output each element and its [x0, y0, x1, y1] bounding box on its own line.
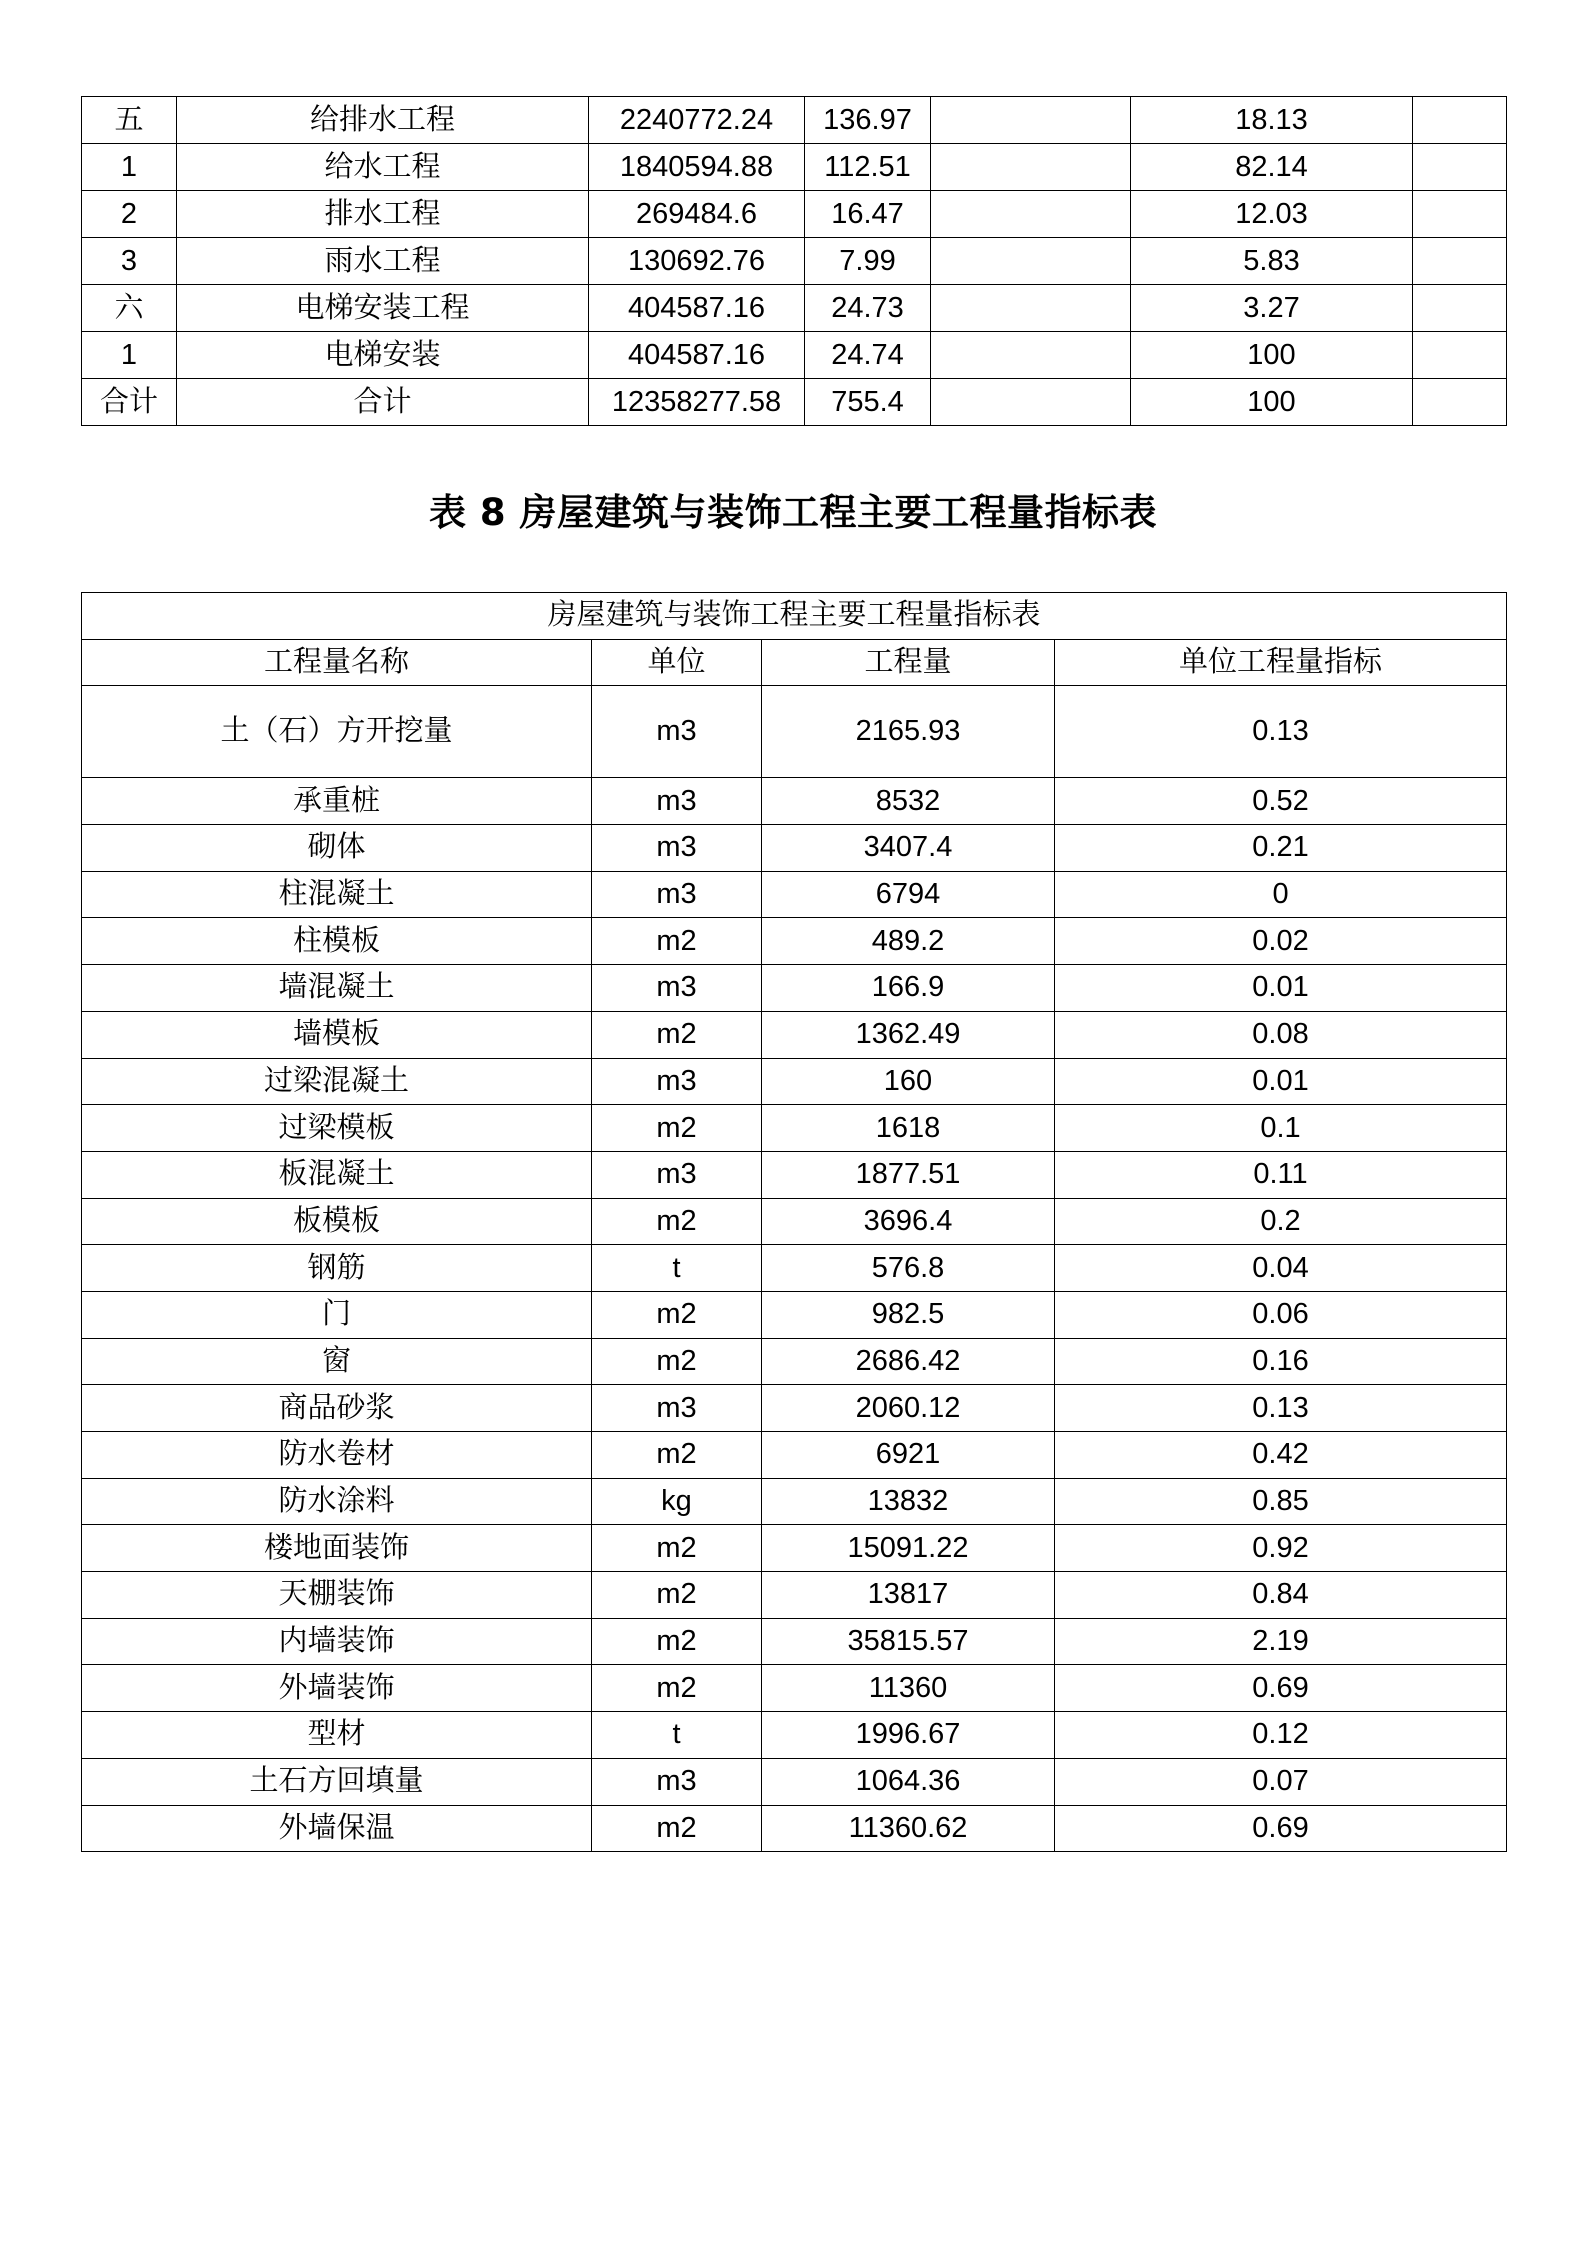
table-cell: 2060.12: [762, 1385, 1055, 1432]
header-cell: 单位工程量指标: [1055, 639, 1507, 686]
table-cell: 0.08: [1055, 1011, 1507, 1058]
table-cell: 柱混凝土: [82, 871, 592, 918]
table-cell: 24.74: [805, 332, 931, 379]
table-cell: 钢筋: [82, 1245, 592, 1292]
table-cell: [1413, 332, 1507, 379]
table-row: [82, 238, 1507, 285]
table-cell: 过梁混凝土: [82, 1058, 592, 1105]
table-row: [82, 191, 1507, 238]
table-cell: [1413, 379, 1507, 426]
table-cell: 0.42: [1055, 1432, 1507, 1479]
table-cell: 0.13: [1055, 1385, 1507, 1432]
table-cell: 0.04: [1055, 1245, 1507, 1292]
table-cell: m2: [592, 1805, 762, 1852]
table-cell: 6921: [762, 1432, 1055, 1479]
table-cell: 136.97: [805, 97, 931, 144]
table-cell: [931, 97, 1131, 144]
table-cell: 0.85: [1055, 1478, 1507, 1525]
table-row: [82, 918, 1507, 965]
table-row: [82, 1151, 1507, 1198]
table-cell: m3: [592, 778, 762, 825]
table-cell: 6794: [762, 871, 1055, 918]
table-cell: m3: [592, 871, 762, 918]
table-cell: 16.47: [805, 191, 931, 238]
table-cell: 电梯安装: [177, 332, 589, 379]
table-cell: 给排水工程: [177, 97, 589, 144]
table-cell: 防水涂料: [82, 1478, 592, 1525]
table-cell: 1: [82, 144, 177, 191]
table-row: [82, 1712, 1507, 1759]
quantity-indicator-table: [81, 592, 1507, 1852]
table-cell: m2: [592, 1432, 762, 1479]
table-cell: 0.01: [1055, 965, 1507, 1012]
table-cell: 11360: [762, 1665, 1055, 1712]
table-cell: 电梯安装工程: [177, 285, 589, 332]
table-cell: 五: [82, 97, 177, 144]
table-row: [82, 1805, 1507, 1852]
table-cell: m2: [592, 1618, 762, 1665]
table-row: [82, 1338, 1507, 1385]
header-cell: 工程量: [762, 639, 1055, 686]
table-cell: 0.01: [1055, 1058, 1507, 1105]
table-cell: 13832: [762, 1478, 1055, 1525]
table-cell: [1413, 144, 1507, 191]
table-row: [82, 1665, 1507, 1712]
table-cell: 0.52: [1055, 778, 1507, 825]
table-cell: m2: [592, 918, 762, 965]
table-cell: 窗: [82, 1338, 592, 1385]
table-cell: 3: [82, 238, 177, 285]
table-cell: 内墙装饰: [82, 1618, 592, 1665]
table-cell: 489.2: [762, 918, 1055, 965]
table-row: [82, 332, 1507, 379]
table-cell: 0.2: [1055, 1198, 1507, 1245]
table-cell: m2: [592, 1291, 762, 1338]
table-cell: [1413, 191, 1507, 238]
table-cell: 0.06: [1055, 1291, 1507, 1338]
table-cell: [931, 379, 1131, 426]
table-cell: m2: [592, 1525, 762, 1572]
table-cell: 755.4: [805, 379, 931, 426]
table-cell: 13817: [762, 1572, 1055, 1619]
table-cell: 404587.16: [589, 285, 805, 332]
table-cell: m2: [592, 1338, 762, 1385]
table-cell: t: [592, 1712, 762, 1759]
table-cell: 1: [82, 332, 177, 379]
table-cell: 板模板: [82, 1198, 592, 1245]
table-cell: m2: [592, 1105, 762, 1152]
table-cell: 商品砂浆: [82, 1385, 592, 1432]
table-cell: 100: [1131, 379, 1413, 426]
table-cell: 合计: [177, 379, 589, 426]
table-cell: m3: [592, 1758, 762, 1805]
table-row: [82, 1525, 1507, 1572]
table-cell: 269484.6: [589, 191, 805, 238]
table-cell: 型材: [82, 1712, 592, 1759]
table-cell: [1413, 238, 1507, 285]
table-caption: 房屋建筑与装饰工程主要工程量指标表: [82, 593, 1507, 640]
table-row: [82, 379, 1507, 426]
table-cell: 墙混凝土: [82, 965, 592, 1012]
table-cell: 82.14: [1131, 144, 1413, 191]
table-cell: 2165.93: [762, 686, 1055, 778]
table-cell: 100: [1131, 332, 1413, 379]
table-cell: 112.51: [805, 144, 931, 191]
table-row: [82, 1432, 1507, 1479]
table-cell: 外墙装饰: [82, 1665, 592, 1712]
table-row: [82, 1245, 1507, 1292]
table-cell: m3: [592, 1151, 762, 1198]
table-cell: 130692.76: [589, 238, 805, 285]
table-cell: 1877.51: [762, 1151, 1055, 1198]
table-cell: [931, 332, 1131, 379]
table-row: [82, 1478, 1507, 1525]
table-row: [82, 1758, 1507, 1805]
table-row: [82, 1198, 1507, 1245]
table-cell: 合计: [82, 379, 177, 426]
table-cell: [931, 191, 1131, 238]
table-caption-row: [82, 593, 1507, 640]
table-row: [82, 1011, 1507, 1058]
table-cell: m3: [592, 1058, 762, 1105]
table-cell: m3: [592, 965, 762, 1012]
table-cell: 柱模板: [82, 918, 592, 965]
table-cell: 防水卷材: [82, 1432, 592, 1479]
table-cell: 楼地面装饰: [82, 1525, 592, 1572]
table-cell: 天棚装饰: [82, 1572, 592, 1619]
table-cell: 过梁模板: [82, 1105, 592, 1152]
table-cell: 承重桩: [82, 778, 592, 825]
header-cell: 工程量名称: [82, 639, 592, 686]
table-row: [82, 965, 1507, 1012]
table-row: [82, 825, 1507, 872]
table-cell: 0.07: [1055, 1758, 1507, 1805]
table-cell: 3407.4: [762, 825, 1055, 872]
table-cell: 8532: [762, 778, 1055, 825]
table-cell: 0: [1055, 871, 1507, 918]
table-cell: 3.27: [1131, 285, 1413, 332]
table-cell: 1362.49: [762, 1011, 1055, 1058]
table-row: [82, 871, 1507, 918]
table-cell: m3: [592, 825, 762, 872]
table-cell: m2: [592, 1198, 762, 1245]
table-cell: [1413, 97, 1507, 144]
table-cell: 墙模板: [82, 1011, 592, 1058]
table-cell: 0.11: [1055, 1151, 1507, 1198]
table-cell: [931, 144, 1131, 191]
table-cell: m3: [592, 1385, 762, 1432]
table-row: [82, 97, 1507, 144]
table-row: [82, 1618, 1507, 1665]
table-cell: 2: [82, 191, 177, 238]
table-cell: 35815.57: [762, 1618, 1055, 1665]
table-cell: 12.03: [1131, 191, 1413, 238]
table-cell: [931, 238, 1131, 285]
table-row: [82, 144, 1507, 191]
table-cell: 2240772.24: [589, 97, 805, 144]
table-row: [82, 686, 1507, 778]
table-cell: 3696.4: [762, 1198, 1055, 1245]
table-cell: 160: [762, 1058, 1055, 1105]
table-cell: t: [592, 1245, 762, 1292]
table-cell: 166.9: [762, 965, 1055, 1012]
table-cell: 0.92: [1055, 1525, 1507, 1572]
table-cell: 土石方回填量: [82, 1758, 592, 1805]
table-cell: m3: [592, 686, 762, 778]
table-cell: 给水工程: [177, 144, 589, 191]
table-cell: 0.69: [1055, 1665, 1507, 1712]
cost-summary-table: [81, 96, 1507, 426]
table-row: [82, 778, 1507, 825]
table-cell: 1064.36: [762, 1758, 1055, 1805]
table-cell: 11360.62: [762, 1805, 1055, 1852]
table-cell: m2: [592, 1572, 762, 1619]
table-cell: 1840594.88: [589, 144, 805, 191]
table-cell: 2.19: [1055, 1618, 1507, 1665]
table-cell: 0.16: [1055, 1338, 1507, 1385]
table-row: [82, 1105, 1507, 1152]
table-cell: 砌体: [82, 825, 592, 872]
table-cell: 0.69: [1055, 1805, 1507, 1852]
table-cell: 576.8: [762, 1245, 1055, 1292]
table-cell: m2: [592, 1665, 762, 1712]
table-cell: 土（石）方开挖量: [82, 686, 592, 778]
table-cell: 0.02: [1055, 918, 1507, 965]
header-cell: 单位: [592, 639, 762, 686]
table-cell: 24.73: [805, 285, 931, 332]
table-cell: 0.12: [1055, 1712, 1507, 1759]
table-cell: 雨水工程: [177, 238, 589, 285]
table-cell: 0.1: [1055, 1105, 1507, 1152]
table-cell: 18.13: [1131, 97, 1413, 144]
table-cell: 0.84: [1055, 1572, 1507, 1619]
table-cell: [1413, 285, 1507, 332]
table-cell: 0.13: [1055, 686, 1507, 778]
table-cell: 门: [82, 1291, 592, 1338]
table-row: [82, 1572, 1507, 1619]
table-cell: 7.99: [805, 238, 931, 285]
table-cell: 1996.67: [762, 1712, 1055, 1759]
table-cell: [931, 285, 1131, 332]
table-row: [82, 1291, 1507, 1338]
table-cell: kg: [592, 1478, 762, 1525]
table-cell: 0.21: [1055, 825, 1507, 872]
table-row: [82, 1385, 1507, 1432]
table-cell: 六: [82, 285, 177, 332]
table-cell: 排水工程: [177, 191, 589, 238]
table-cell: 404587.16: [589, 332, 805, 379]
section-heading: 表 8 房屋建筑与装饰工程主要工程量指标表: [428, 491, 1157, 534]
table-cell: 1618: [762, 1105, 1055, 1152]
table-cell: 外墙保温: [82, 1805, 592, 1852]
table-cell: 982.5: [762, 1291, 1055, 1338]
table-cell: 5.83: [1131, 238, 1413, 285]
table-row: [82, 1058, 1507, 1105]
table-cell: 12358277.58: [589, 379, 805, 426]
table-header-row: [82, 639, 1507, 686]
table-cell: m2: [592, 1011, 762, 1058]
table-cell: 2686.42: [762, 1338, 1055, 1385]
table-cell: 板混凝土: [82, 1151, 592, 1198]
table-cell: 15091.22: [762, 1525, 1055, 1572]
table-row: [82, 285, 1507, 332]
